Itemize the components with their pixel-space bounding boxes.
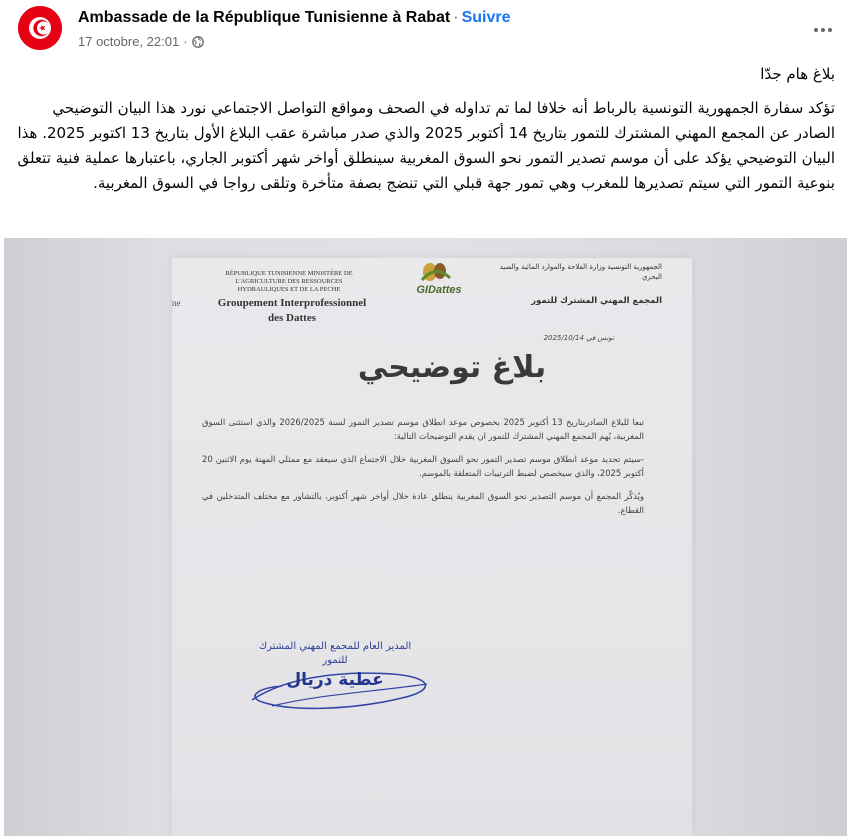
document-paper	[172, 258, 692, 836]
document-body	[202, 416, 644, 528]
document-edge-text: ne	[172, 298, 181, 308]
post-photo[interactable]	[4, 238, 847, 836]
post-timestamp[interactable]: 17 octobre, 22:01	[78, 34, 180, 49]
post-text	[16, 62, 835, 196]
post-body: تؤكد سفارة الجمهورية التونسية بالرباط أنه خلافا لما تم تداوله في الصحف ومواقع التواصل الاجتماعي نورد هذا البيان التوضيحي الصادر عن المجمع المهني المشترك للتمور بتاريخ 14 أكتوبر 2025 والذي صدر مباشرة عقب البلاغ الأول بتاريخ 13 اكتوبر 2025. هذا البيان التوضيحي يؤكد على أن موسم تصدير التمور نحو السوق المغربية سينطلق أواخر شهر أكتوبر الجاري، باعتبارها عملية فنية تتعلق بنوعية التمور التي سيتم تصديرها للمغرب وهي تمور جهة قبلي التي تنضج بصفة متأخرة وتلقى رواجا في السوق المغربية.	[17, 99, 835, 192]
page-avatar[interactable]	[18, 6, 62, 50]
page-name-link[interactable]: Ambassade de la République Tunisienne à Rabat	[78, 9, 451, 26]
document-paragraph-2: -سيتم تحديد موعد انطلاق موسم تصدير التمور نحو السوق المغربية خلال الاجتماع الذي سيعقد مع ممثلي المهنة يوم الاثنين 20 أكتوبر 2025، والذي سيخصص لضبط الترتيبات المتعلقة بالموسم.	[202, 454, 644, 478]
document-ar-title: المجمع المهني المشترك للتمور	[531, 296, 662, 306]
document-fr-title: Groupement Interprofessionnel des Dattes	[217, 297, 367, 324]
logo-text: GIDattes	[416, 284, 462, 296]
gidattes-logo-icon	[406, 260, 466, 304]
more-dot	[814, 28, 818, 32]
meta-separator: ·	[183, 34, 188, 49]
document-fr-header: RÉPUBLIQUE TUNISIENNE MINISTÈRE DE L'AGRICULTURE DES RESSOURCES HYDRAULIQUES ET DE LA PECHE	[225, 270, 353, 293]
post-meta	[78, 34, 204, 49]
document-date: تونس في 2025/10/14	[543, 334, 614, 342]
page-name-line	[78, 9, 510, 27]
document-sign-name: عطية دريال	[286, 670, 384, 690]
more-dot	[828, 28, 832, 32]
globe-icon[interactable]	[192, 36, 204, 48]
more-icon[interactable]	[805, 12, 841, 48]
document-ar-header: الجمهورية التونسية وزارة الفلاحة والموارد المائية والصيد البحري	[499, 263, 662, 281]
more-dot	[821, 28, 825, 32]
separator-dot: ·	[453, 9, 459, 26]
tunisia-flag-icon	[18, 6, 62, 50]
document-paragraph-1: تبعا للبلاغ الصادربتاريخ 13 أكتوبر 2025 بخصوص موعد انطلاق موسم تصدير التمور لسنة 2026/2025 والذي استثنى السوق المغربية، يُهم المجمع المهني المشترك للتمور ان يقدم التوضيحات التالية:	[202, 417, 644, 441]
post-title: بلاغ هام جدّا	[760, 65, 835, 83]
follow-button[interactable]: Suivre	[461, 9, 511, 26]
post-header	[0, 0, 851, 60]
document-paragraph-3: ويُذكّر المجمع أن موسم التصدير نحو السوق المغربية ينطلق عادة خلال أواخر شهر أكتوبر، بالتشاور مع مختلف المتدخلين في القطاع.	[202, 491, 644, 515]
document-heading: بلاغ توضيحي	[357, 350, 547, 385]
document-sign-title: المدير العام للمجمع المهني المشترك للتمور	[258, 641, 412, 666]
